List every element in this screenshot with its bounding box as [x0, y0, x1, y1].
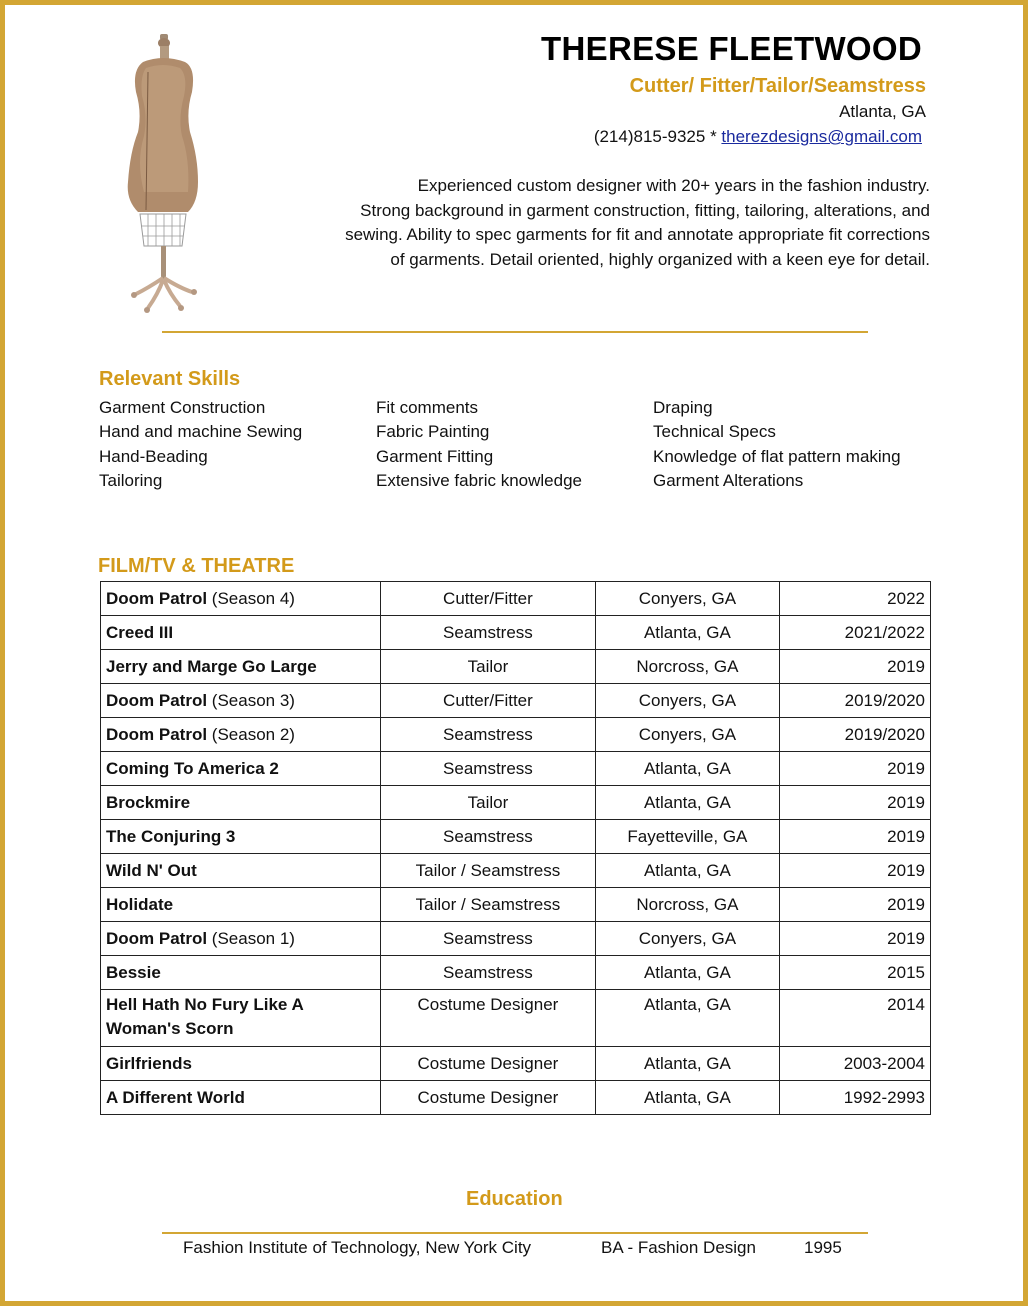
- production-title: Doom Patrol: [106, 724, 208, 744]
- credit-row: [101, 922, 931, 956]
- credit-role: Costume Designer: [380, 1047, 596, 1081]
- credit-year: 2021/2022: [779, 616, 930, 650]
- credit-role: Seamstress: [380, 616, 596, 650]
- credit-role: Costume Designer: [380, 990, 596, 1047]
- credit-row: [101, 718, 931, 752]
- credit-row: [101, 820, 931, 854]
- skill-item: Garment Fitting: [376, 446, 494, 466]
- production-cell: [101, 922, 381, 956]
- summary-line: Experienced custom designer with 20+ years in the fashion industry.: [417, 176, 930, 195]
- credit-year: 2019: [779, 854, 930, 888]
- credit-year: 2019: [779, 752, 930, 786]
- skill-item: Hand and machine Sewing: [99, 422, 303, 442]
- credit-row: [101, 650, 931, 684]
- credit-role: Cutter/Fitter: [380, 684, 596, 718]
- credit-row: [101, 956, 931, 990]
- credit-row: [101, 684, 931, 718]
- production-cell: [101, 888, 381, 922]
- production-title: Doom Patrol: [106, 588, 208, 608]
- location: Atlanta, GA: [839, 102, 926, 121]
- skill-item: Fabric Painting: [376, 422, 490, 442]
- credit-year: 2022: [779, 582, 930, 616]
- credit-location: Atlanta, GA: [596, 752, 779, 786]
- production-title: Hell Hath No Fury Like A Woman's Scorn: [106, 995, 304, 1038]
- credit-location: Atlanta, GA: [596, 1047, 779, 1081]
- production-title: Jerry and Marge Go Large: [106, 656, 317, 676]
- production-title: Bessie: [106, 962, 161, 982]
- production-cell: [101, 786, 381, 820]
- credit-location: Norcross, GA: [596, 888, 779, 922]
- credit-year: 2015: [779, 956, 930, 990]
- production-title: Doom Patrol: [106, 690, 208, 710]
- skill-item: Technical Specs: [653, 422, 776, 442]
- skill-item: Draping: [653, 398, 713, 417]
- production-title: A Different World: [106, 1087, 245, 1107]
- contact-line: [594, 127, 922, 147]
- credit-role: Seamstress: [380, 752, 596, 786]
- credits-table: [100, 581, 931, 1115]
- credit-role: Tailor / Seamstress: [380, 888, 596, 922]
- credit-role: Seamstress: [380, 820, 596, 854]
- production-cell: [101, 854, 381, 888]
- credit-row: [101, 990, 931, 1047]
- credit-location: Norcross, GA: [596, 650, 779, 684]
- skill-item: Garment Alterations: [653, 470, 804, 490]
- production-cell: [101, 718, 381, 752]
- credit-location: Atlanta, GA: [596, 956, 779, 990]
- credit-location: Atlanta, GA: [596, 616, 779, 650]
- credit-year: 2019: [779, 786, 930, 820]
- production-title: Brockmire: [106, 792, 191, 812]
- phone-number: (214)815-9325 *: [593, 127, 717, 146]
- credit-role: Seamstress: [380, 718, 596, 752]
- credit-location: Atlanta, GA: [596, 854, 779, 888]
- candidate-name: THERESE FLEETWOOD: [541, 30, 922, 67]
- production-cell: [101, 1047, 381, 1081]
- credits-heading: FILM/TV & THEATRE: [98, 555, 295, 577]
- credit-role: Tailor / Seamstress: [380, 854, 596, 888]
- dress-form-mannequin-icon: [118, 32, 208, 314]
- summary-line: sewing. Ability to spec garments for fit and annotate appropriate fit corrections: [345, 225, 930, 244]
- credit-role: Tailor: [380, 650, 596, 684]
- credit-year: 2014: [779, 990, 930, 1047]
- credit-role: Costume Designer: [380, 1081, 596, 1115]
- credit-role: Tailor: [380, 786, 596, 820]
- school-name: Fashion Institute of Technology, New York City: [183, 1238, 532, 1257]
- credit-row: [101, 616, 931, 650]
- production-season: (Season 3): [207, 690, 295, 710]
- skill-item: Fit comments: [376, 398, 479, 417]
- production-season: (Season 2): [207, 724, 295, 744]
- production-title: Girlfriends: [106, 1053, 192, 1073]
- email-link[interactable]: therezdesigns@gmail.com: [721, 127, 922, 146]
- education-row: [183, 1238, 842, 1258]
- credit-location: Conyers, GA: [596, 582, 779, 616]
- credit-row: [101, 854, 931, 888]
- credit-year: 1992-2993: [779, 1081, 930, 1115]
- credit-year: 2019: [779, 922, 930, 956]
- production-cell: [101, 956, 381, 990]
- production-season: (Season 4): [207, 588, 295, 608]
- credit-year: 2019: [779, 650, 930, 684]
- credit-year: 2019: [779, 820, 930, 854]
- credit-location: Atlanta, GA: [596, 990, 779, 1047]
- summary-line: of garments. Detail oriented, highly organized with a keen eye for detail.: [390, 249, 930, 269]
- credit-role: Cutter/Fitter: [380, 582, 596, 616]
- skill-item: Hand-Beading: [99, 446, 208, 466]
- job-title: Cutter/ Fitter/Tailor/Seamstress: [629, 75, 926, 97]
- production-cell: [101, 990, 381, 1047]
- credit-year: 2003-2004: [779, 1047, 930, 1081]
- production-title: Doom Patrol: [106, 928, 208, 948]
- production-title: Wild N' Out: [106, 860, 197, 880]
- summary-line: Strong background in garment construction, fitting, tailoring, alterations, and: [360, 200, 930, 220]
- credit-location: Conyers, GA: [596, 684, 779, 718]
- credit-row: [101, 752, 931, 786]
- production-title: The Conjuring 3: [106, 826, 236, 846]
- header-divider: [162, 331, 868, 333]
- credit-location: Atlanta, GA: [596, 786, 779, 820]
- skill-item: Knowledge of flat pattern making: [653, 446, 901, 466]
- skill-item: Garment Construction: [99, 398, 266, 417]
- production-title: Holidate: [106, 894, 174, 914]
- production-cell: [101, 582, 381, 616]
- skill-item: Tailoring: [99, 470, 163, 490]
- education-heading: Education: [466, 1188, 563, 1210]
- credit-year: 2019: [779, 888, 930, 922]
- skill-item: Extensive fabric knowledge: [376, 470, 583, 490]
- credit-location: Conyers, GA: [596, 718, 779, 752]
- summary: [250, 174, 930, 272]
- credit-location: Fayetteville, GA: [596, 820, 779, 854]
- production-cell: [101, 1081, 381, 1115]
- education-divider: [162, 1232, 868, 1234]
- credit-year: 2019/2020: [779, 684, 930, 718]
- credit-row: [101, 1081, 931, 1115]
- credit-year: 2019/2020: [779, 718, 930, 752]
- credit-row: [101, 786, 931, 820]
- degree: BA - Fashion Design: [601, 1238, 756, 1257]
- skills-heading: Relevant Skills: [99, 368, 241, 390]
- graduation-year: 1995: [804, 1238, 842, 1257]
- credit-role: Seamstress: [380, 956, 596, 990]
- production-cell: [101, 616, 381, 650]
- production-title: Coming To America 2: [106, 758, 279, 778]
- production-title: Creed III: [106, 622, 174, 642]
- credit-row: [101, 1047, 931, 1081]
- credit-location: Atlanta, GA: [596, 1081, 779, 1115]
- skills-grid: [99, 396, 959, 493]
- production-cell: [101, 650, 381, 684]
- credit-location: Conyers, GA: [596, 922, 779, 956]
- credit-row: [101, 888, 931, 922]
- credit-row: [101, 582, 931, 616]
- production-cell: [101, 684, 381, 718]
- production-cell: [101, 752, 381, 786]
- credit-role: Seamstress: [380, 922, 596, 956]
- production-season: (Season 1): [207, 928, 295, 948]
- production-cell: [101, 820, 381, 854]
